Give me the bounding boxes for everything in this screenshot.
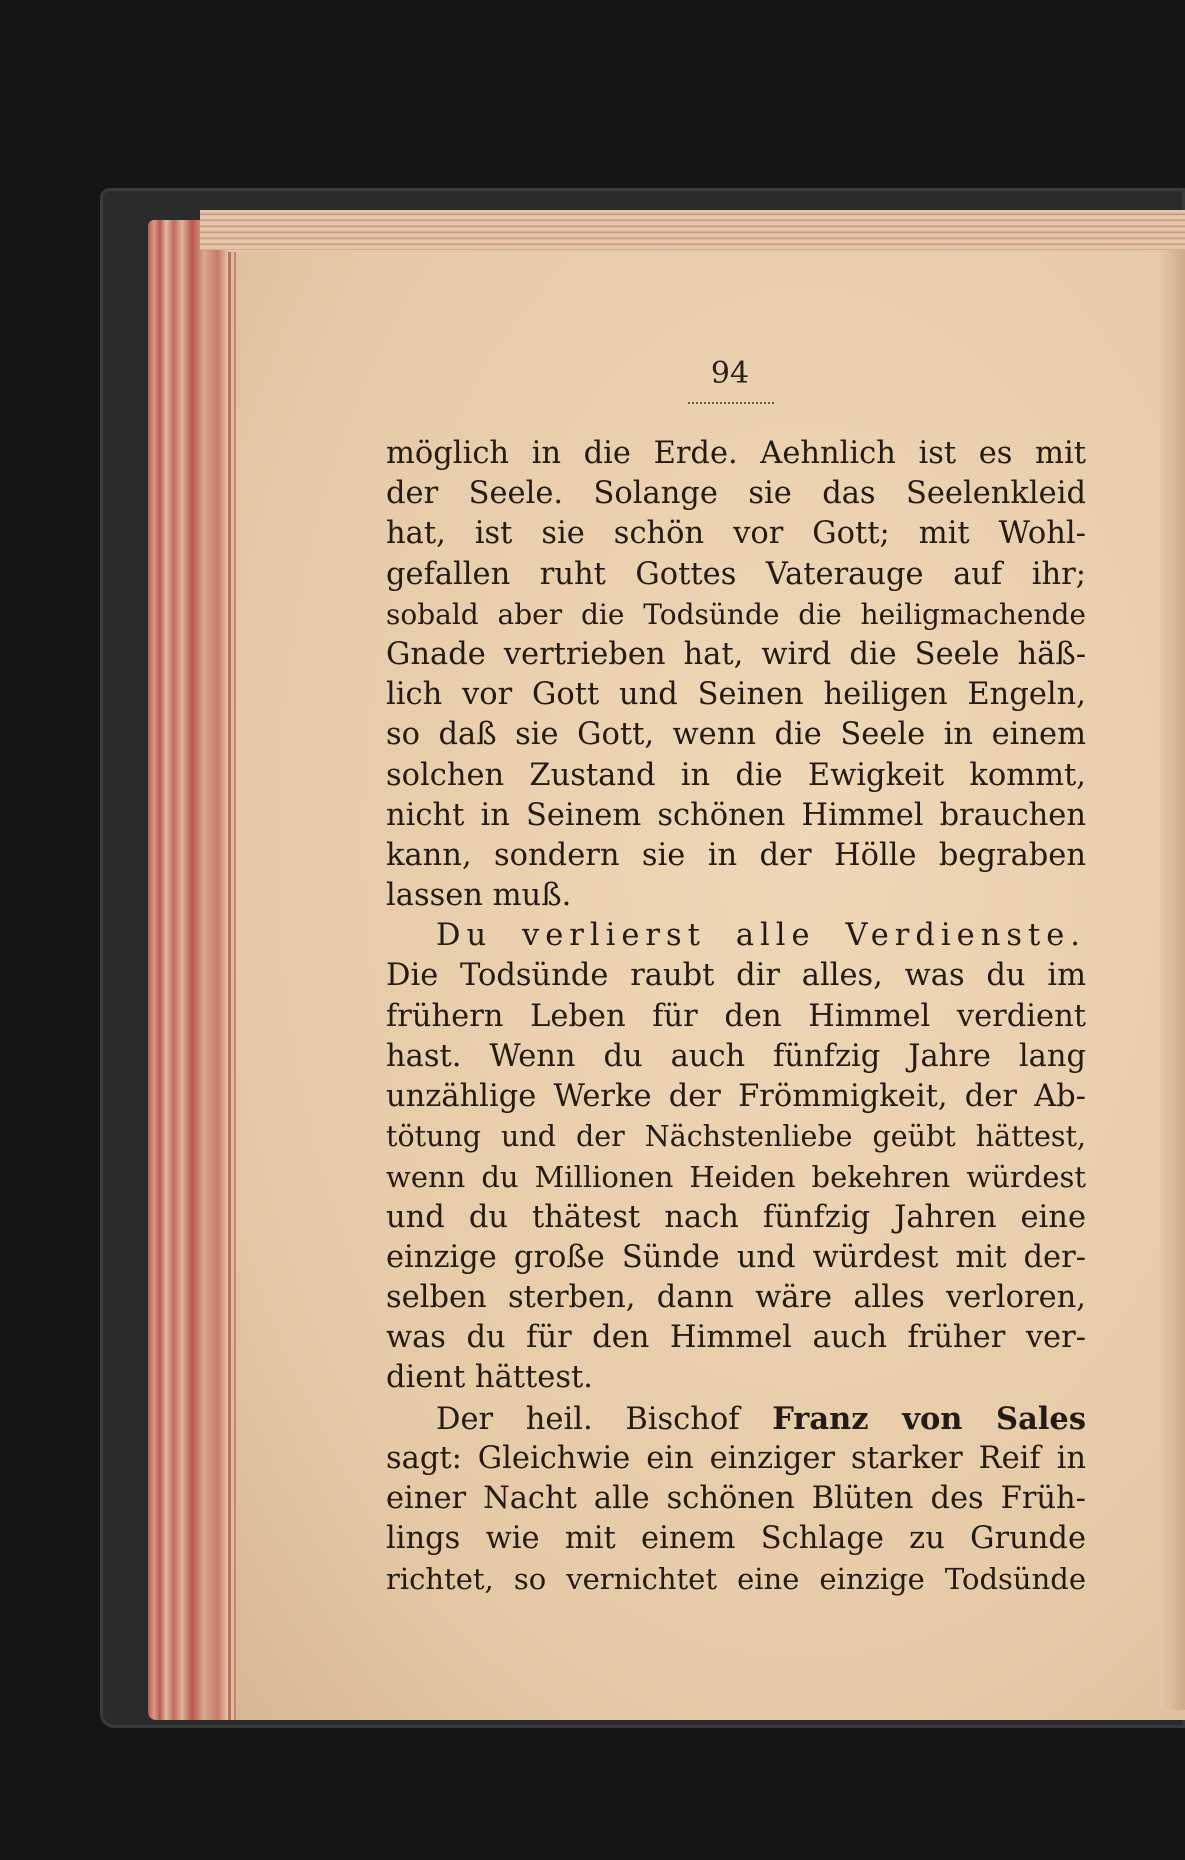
text-line: solchen Zustand in die Ewigkeit kommt, [386, 757, 1086, 793]
text-line: richtet, so vernichtet eine einzige Todsünde [386, 1562, 1086, 1597]
text-line: lassen muß. [386, 878, 572, 914]
text-line: hat, ist sie schön vor Gott; mit Wohl- [386, 516, 1086, 552]
text-line: gefallen ruht Gottes Vaterauge auf ihr; [386, 556, 1086, 592]
text-line: tötung und der Nächstenliebe geübt hättest, [386, 1120, 1086, 1154]
text-line: sobald aber die Todsünde die heiligmachende [386, 597, 1086, 631]
body-text [386, 434, 1086, 1599]
text-line: nicht in Seinem schönen Himmel brauchen [386, 797, 1086, 833]
text-line: lings wie mit einem Schlage zu Grunde [386, 1521, 1086, 1557]
text-line: lich vor Gott und Seinen heiligen Engeln, [386, 677, 1086, 713]
text-line: wenn du Millionen Heiden bekehren würdest [386, 1160, 1086, 1195]
emphasized-heading: Du verlierst alle Verdienste. [436, 918, 1086, 954]
page-number-flourish [688, 394, 774, 404]
text-line: Die Todsünde raubt dir alles, was du im [386, 958, 1086, 994]
text-line: Gnade vertrieben hat, wird die Seele häß- [386, 636, 1086, 672]
text-line: unzählige Werke der Frömmigkeit, der Ab- [386, 1079, 1086, 1114]
emphasized-name: Franz von Sales [772, 1400, 1086, 1437]
page-right-edge [1160, 250, 1185, 1710]
text-line: der Seele. Solange sie das Seelenkleid [386, 476, 1086, 512]
text-line: frühern Leben für den Himmel verdient [386, 998, 1086, 1034]
text-line: selben sterben, dann wäre alles verloren, [386, 1279, 1086, 1315]
text-line: einzige große Sünde und würdest mit der- [386, 1239, 1086, 1275]
text-fragment: Der heil. Bischof [436, 1401, 773, 1437]
text-line: kann, sondern sie in der Hölle begraben [386, 837, 1086, 873]
text-line: sagt: Gleichwie ein einziger starker Reif in [386, 1440, 1086, 1476]
text-line-with-name [386, 1399, 1086, 1439]
text-line: möglich in die Erde. Aehnlich ist es mit [386, 436, 1086, 471]
text-line: so daß sie Gott, wenn die Seele in einem [386, 717, 1086, 753]
page-top-edges [200, 210, 1185, 250]
text-line: und du thätest nach fünfzig Jahren eine [386, 1199, 1086, 1235]
text-line: einer Nacht alle schönen Blüten des Früh- [386, 1480, 1086, 1516]
text-line: dient hättest. [386, 1360, 593, 1396]
text-line: was du für den Himmel auch früher ver- [386, 1320, 1086, 1356]
text-line: hast. Wenn du auch fünfzig Jahre lang [386, 1038, 1086, 1074]
page-number: 94 [710, 356, 750, 391]
